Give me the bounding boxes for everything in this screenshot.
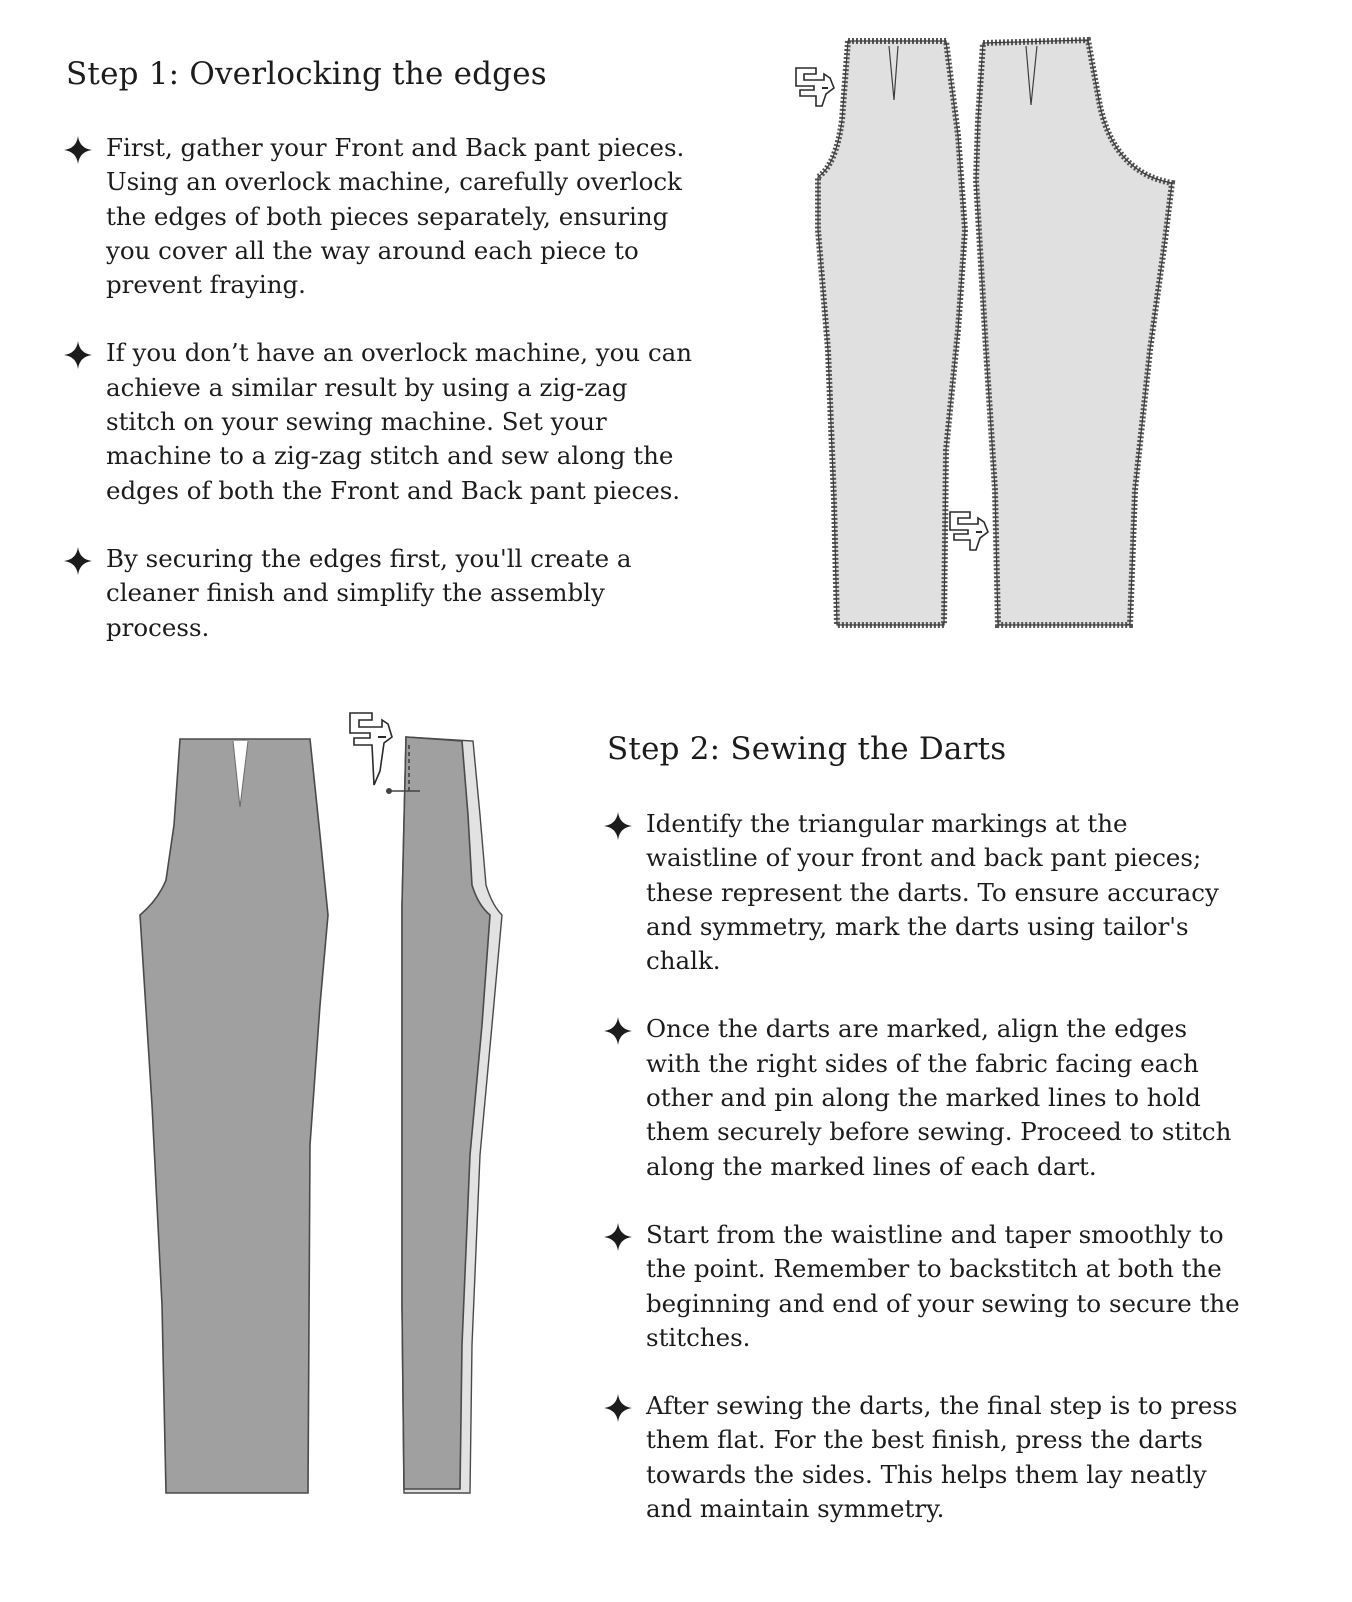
four-point-star-icon (63, 135, 93, 165)
step1-title: Step 1: Overlocking the edges (66, 56, 547, 92)
step2-bullet-4-text: After sewing the darts, the final step is to press them flat. For the best finish, press the darts towards the sides. This helps them lay neatly and maintain symmetry. (646, 1391, 1238, 1524)
step2-title: Step 2: Sewing the Darts (607, 731, 1007, 767)
step1-bullet-list (63, 131, 703, 679)
back-pant-piece-sewing (386, 737, 502, 1493)
step1-bullet-3-text: By securing the edges first, you'll create a cleaner finish and simplify the assembly process. (106, 543, 632, 642)
dart-sewing-illustration (130, 705, 520, 1505)
step2-bullet-2-text: Once the darts are marked, align the edges with the right sides of the fabric facing each other and pin along the marked lines to hold them securely before sewing. Proceed to stitch along the marked lines of each dart. (646, 1014, 1232, 1181)
step2-bullet-1-text: Identify the triangular markings at the waistline of your front and back pant pieces; these represent the darts. To ensure accuracy and symmetry, mark the darts using tailor's chalk. (646, 809, 1219, 976)
step1-bullet-1-text: First, gather your Front and Back pant pieces. Using an overlock machine, carefully overlock the edges of both pieces separately, ensuring you cover all the way around each piece to prevent fraying. (106, 133, 685, 300)
step1-bullet-2-text: If you don’t have an overlock machine, you can achieve a similar result by using a zig-zag stitch on your sewing machine. Set your machine to a zig-zag stitch and sew along the edges of both the Front and Back pant pieces. (106, 338, 693, 505)
front-pant-piece (818, 41, 965, 625)
four-point-star-icon (603, 1393, 633, 1423)
back-pant-piece (976, 40, 1172, 625)
front-pant-piece-with-dart (140, 739, 328, 1493)
step1-bullet-3 (63, 542, 703, 645)
four-point-star-icon (63, 340, 93, 370)
presser-foot-icon (950, 512, 988, 550)
four-point-star-icon (603, 1016, 633, 1046)
four-point-star-icon (63, 546, 93, 576)
step2-bullet-4 (603, 1389, 1243, 1526)
step2-bullet-list (603, 807, 1243, 1560)
presser-foot-icon (796, 68, 834, 106)
step2-bullet-3-text: Start from the waistline and taper smoothly to the point. Remember to backstitch at both the beginning and end of your sewing to secure the stitches. (646, 1219, 1240, 1352)
step2-bullet-3 (603, 1218, 1243, 1355)
step2-bullet-1 (603, 807, 1243, 978)
step1-bullet-1 (63, 131, 703, 302)
overlocked-pant-pieces-illustration (790, 30, 1190, 640)
four-point-star-icon (603, 811, 633, 841)
presser-foot-icon (350, 713, 392, 785)
step1-bullet-2 (63, 336, 703, 507)
four-point-star-icon (603, 1222, 633, 1252)
step2-bullet-2 (603, 1012, 1243, 1183)
